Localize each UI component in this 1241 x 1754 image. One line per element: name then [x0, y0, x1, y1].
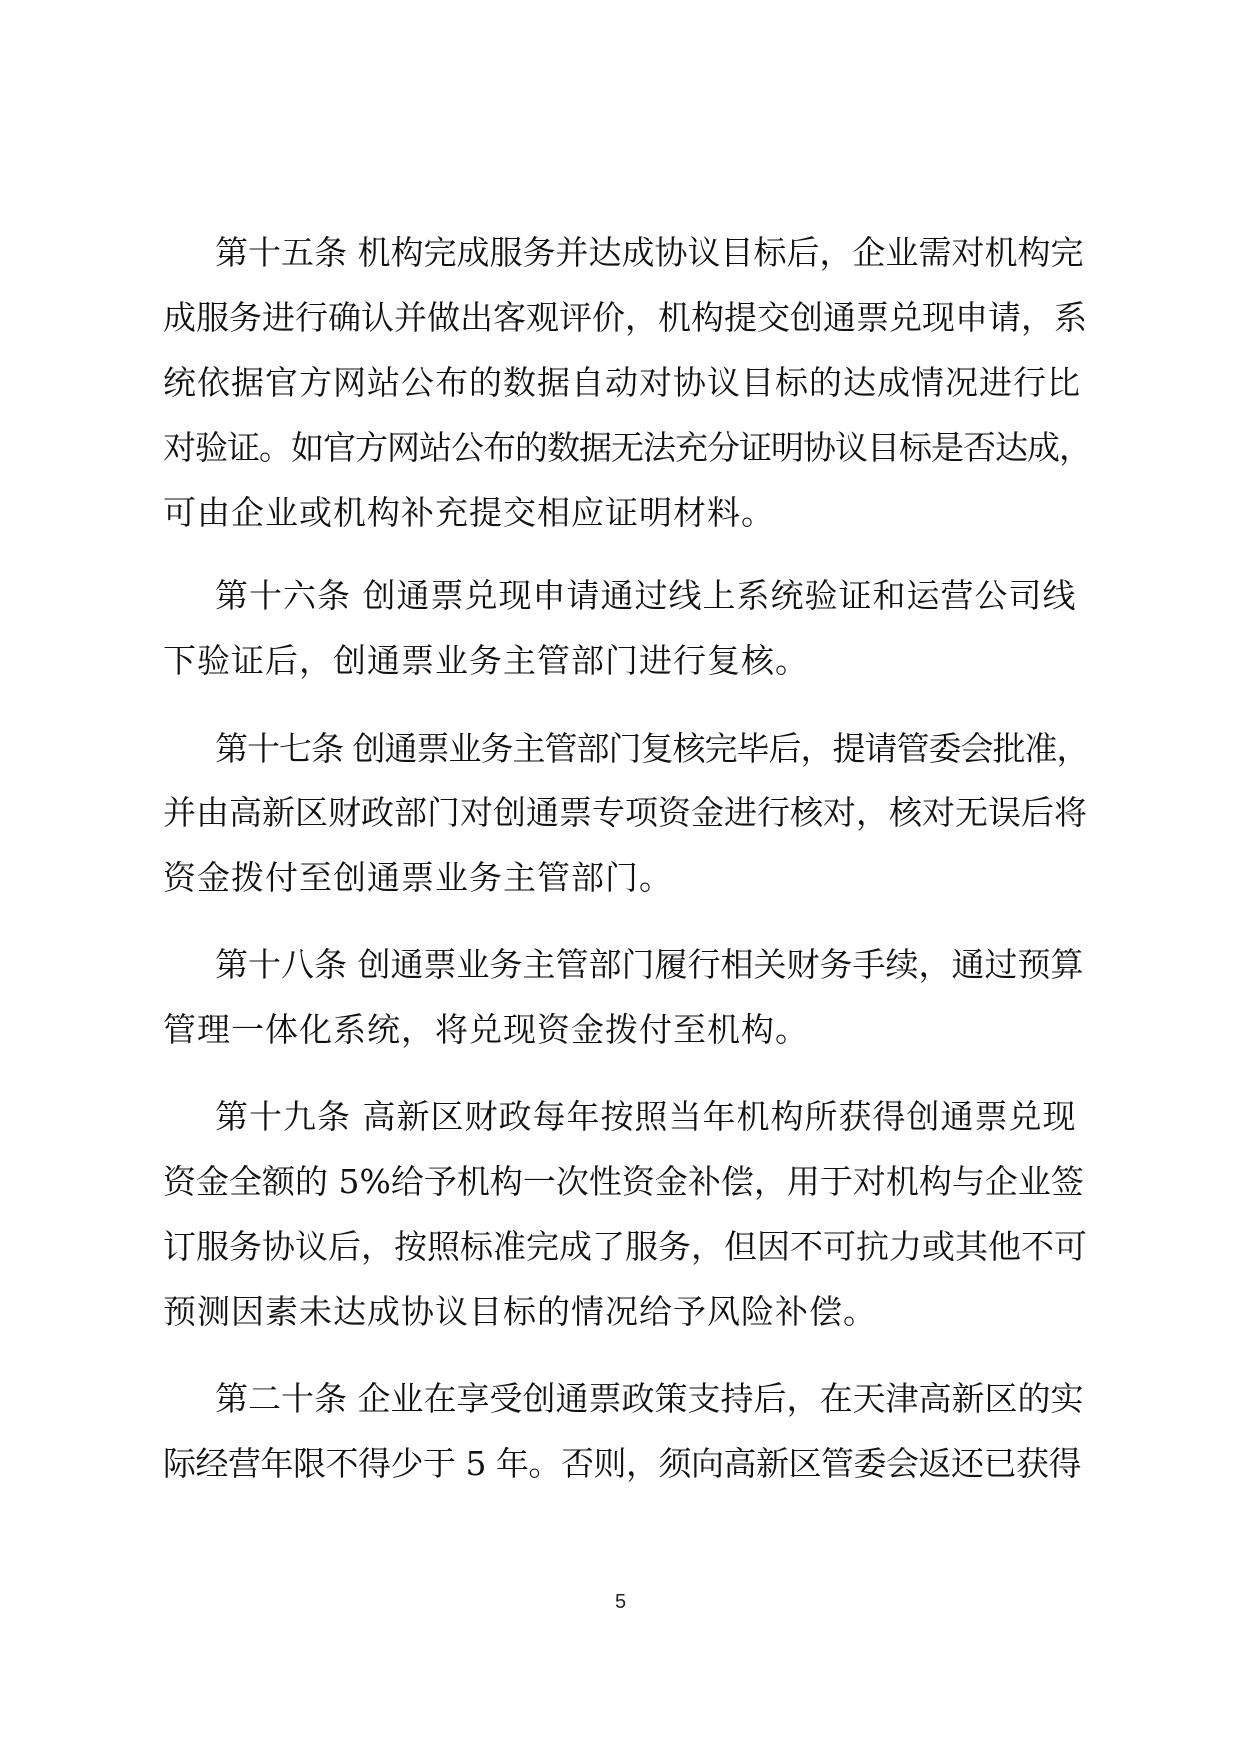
article-20-line-2: 际经营年限不得少于 5 年。否则，须向高新区管委会返还已获得 — [163, 1444, 1081, 1483]
article-16-line-1: 第十六条 创通票兑现申请通过线上系统验证和运营公司线 — [215, 576, 1077, 615]
article-19-line-1: 第十九条 高新区财政每年按照当年机构所获得创通票兑现 — [215, 1097, 1077, 1136]
article-16-line-2: 下验证后，创通票业务主管部门进行复核。 — [163, 641, 809, 680]
article-20-line-1: 第二十条 企业在享受创通票政策支持后，在天津高新区的实 — [215, 1379, 1084, 1418]
article-19-line-2: 资金全额的 5%给予机构一次性资金补偿，用于对机构与企业签 — [163, 1162, 1084, 1201]
article-15-line-4: 对验证。如官方网站公布的数据无法充分证明协议目标是否达成， — [163, 428, 1091, 467]
article-17-line-2: 并由高新区财政部门对创通票专项资金进行核对，核对无误后将 — [163, 793, 1087, 832]
article-15-line-5: 可由企业或机构补充提交相应证明材料。 — [163, 493, 775, 532]
article-18-line-1: 第十八条 创通票业务主管部门履行相关财务手续，通过预算 — [215, 945, 1084, 984]
article-19-line-3: 订服务协议后，按照标准完成了服务，但因不可抗力或其他不可 — [163, 1227, 1087, 1266]
article-19-line-4: 预测因素未达成协议目标的情况给予风险补偿。 — [163, 1292, 877, 1331]
article-17-line-1: 第十七条 创通票业务主管部门复核完毕后，提请管委会批准， — [215, 729, 1089, 768]
page-number: 5 — [614, 1591, 627, 1613]
article-18-line-2: 管理一体化系统，将兑现资金拨付至机构。 — [163, 1010, 809, 1049]
article-15-line-2: 成服务进行确认并做出客观评价，机构提交创通票兑现申请，系 — [163, 298, 1087, 337]
article-15-line-1: 第十五条 机构完成服务并达成协议目标后，企业需对机构完 — [215, 233, 1084, 272]
article-15-line-3: 统依据官方网站公布的数据自动对协议目标的达成情况进行比 — [163, 363, 1081, 402]
article-17-line-3: 资金拨付至创通票业务主管部门。 — [163, 858, 673, 897]
